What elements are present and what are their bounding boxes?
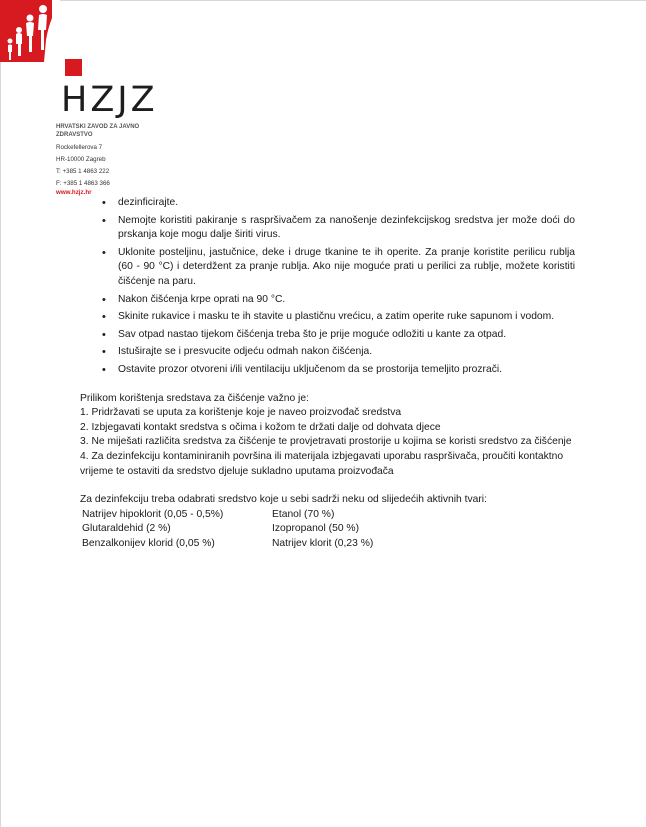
phone-number: T: +385 1 4863 222 [56, 168, 110, 175]
table-cell: Natrijev hipoklorit (0,05 - 0,5%) [82, 508, 224, 520]
table-cell: Benzalkonijev klorid (0,05 %) [82, 537, 215, 549]
table-cell: Etanol (70 %) [272, 508, 335, 520]
document-body [80, 196, 575, 551]
page-edge-left [0, 0, 1, 827]
usage-intro: Prilikom korištenja sredstava za čišćenje važno je: [80, 392, 309, 404]
usage-item: 1. Pridržavati se uputa za korištenje koje je naveo proizvođač sredstva [80, 407, 402, 419]
address-street: Rockefellerova 7 [56, 144, 103, 151]
list-item: • Skinite rukavice i masku te ih stavite u plastičnu vrećicu, a zatim operite ruke sapunom i vodom. [118, 310, 575, 325]
address-city: HR-10000 Zagreb [56, 156, 106, 163]
table-row [82, 508, 373, 523]
brand-subtitle: HRVATSKI ZAVOD ZA JAVNO ZDRAVSTVO [56, 124, 140, 138]
usage-item: 3. Ne miješati različita sredstva za čišćenje te provjetravati prostorije u kojima se koristi sredstvo za čišćenje [80, 436, 572, 448]
active-substances-table [82, 508, 373, 552]
list-item: • Uklonite posteljinu, jastučnice, deke i druge tkanine te ih operite. Za pranje koristite perilicu rublja (60 - 90 °C) i deterdžent za pranje rublja. Ako nije moguće prati u perilici za rublje, možete koristiti čišćenje na paru. [118, 246, 575, 290]
list-item: • Istuširajte se i presvucite odjeću odmah nakon čišćenja. [118, 345, 575, 360]
website-link[interactable]: www.hzjz.hr [56, 189, 92, 196]
agents-intro: Za dezinfekciju treba odabrati sredstvo koje u sebi sadrži neku od slijedećih aktivnih tvari: [80, 494, 487, 506]
usage-item: 2. Izbjegavati kontakt sredstva s očima i kožom te držati dalje od dohvata djece [80, 421, 441, 433]
page-edge-top [0, 0, 646, 1]
brand-title: HZJZ [61, 80, 158, 120]
table-cell: Izopropanol (50 %) [272, 523, 360, 535]
list-item: • Nakon čišćenja krpe oprati na 90 °C. [118, 293, 575, 308]
table-row [82, 522, 373, 537]
list-item: • Nemojte koristiti pakiranje s raspršivačem za nanošenje dezinfekcijskog sredstva jer može doći do prskanja koje mogu dalje širiti virus. [118, 214, 575, 243]
table-cell: Glutaraldehid (2 %) [82, 523, 171, 535]
logo-red-square [65, 59, 82, 76]
list-item: • Ostavite prozor otvoreni i/ili ventilaciju uključenom da se prostorija temeljito prozrači. [118, 363, 575, 378]
table-row [82, 537, 373, 552]
list-item: • Sav otpad nastao tijekom čišćenja treba što je prije moguće odložiti u kante za otpad. [118, 328, 575, 343]
fax-number: F: +385 1 4863 366 [56, 180, 110, 187]
hzjz-logo-figures-icon [0, 0, 60, 62]
instruction-list [80, 196, 575, 378]
table-cell: Natrijev klorit (0,23 %) [272, 537, 374, 549]
usage-item: 4. Za dezinfekciju kontaminiranih površina ili materijala izbjegavati uporabu raspršivača, proučiti kontaktno vrijeme te ostaviti da sredstvo djeluje sukladno uputama proizvođača [80, 450, 564, 477]
list-item: • dezinficirajte. [118, 196, 575, 211]
